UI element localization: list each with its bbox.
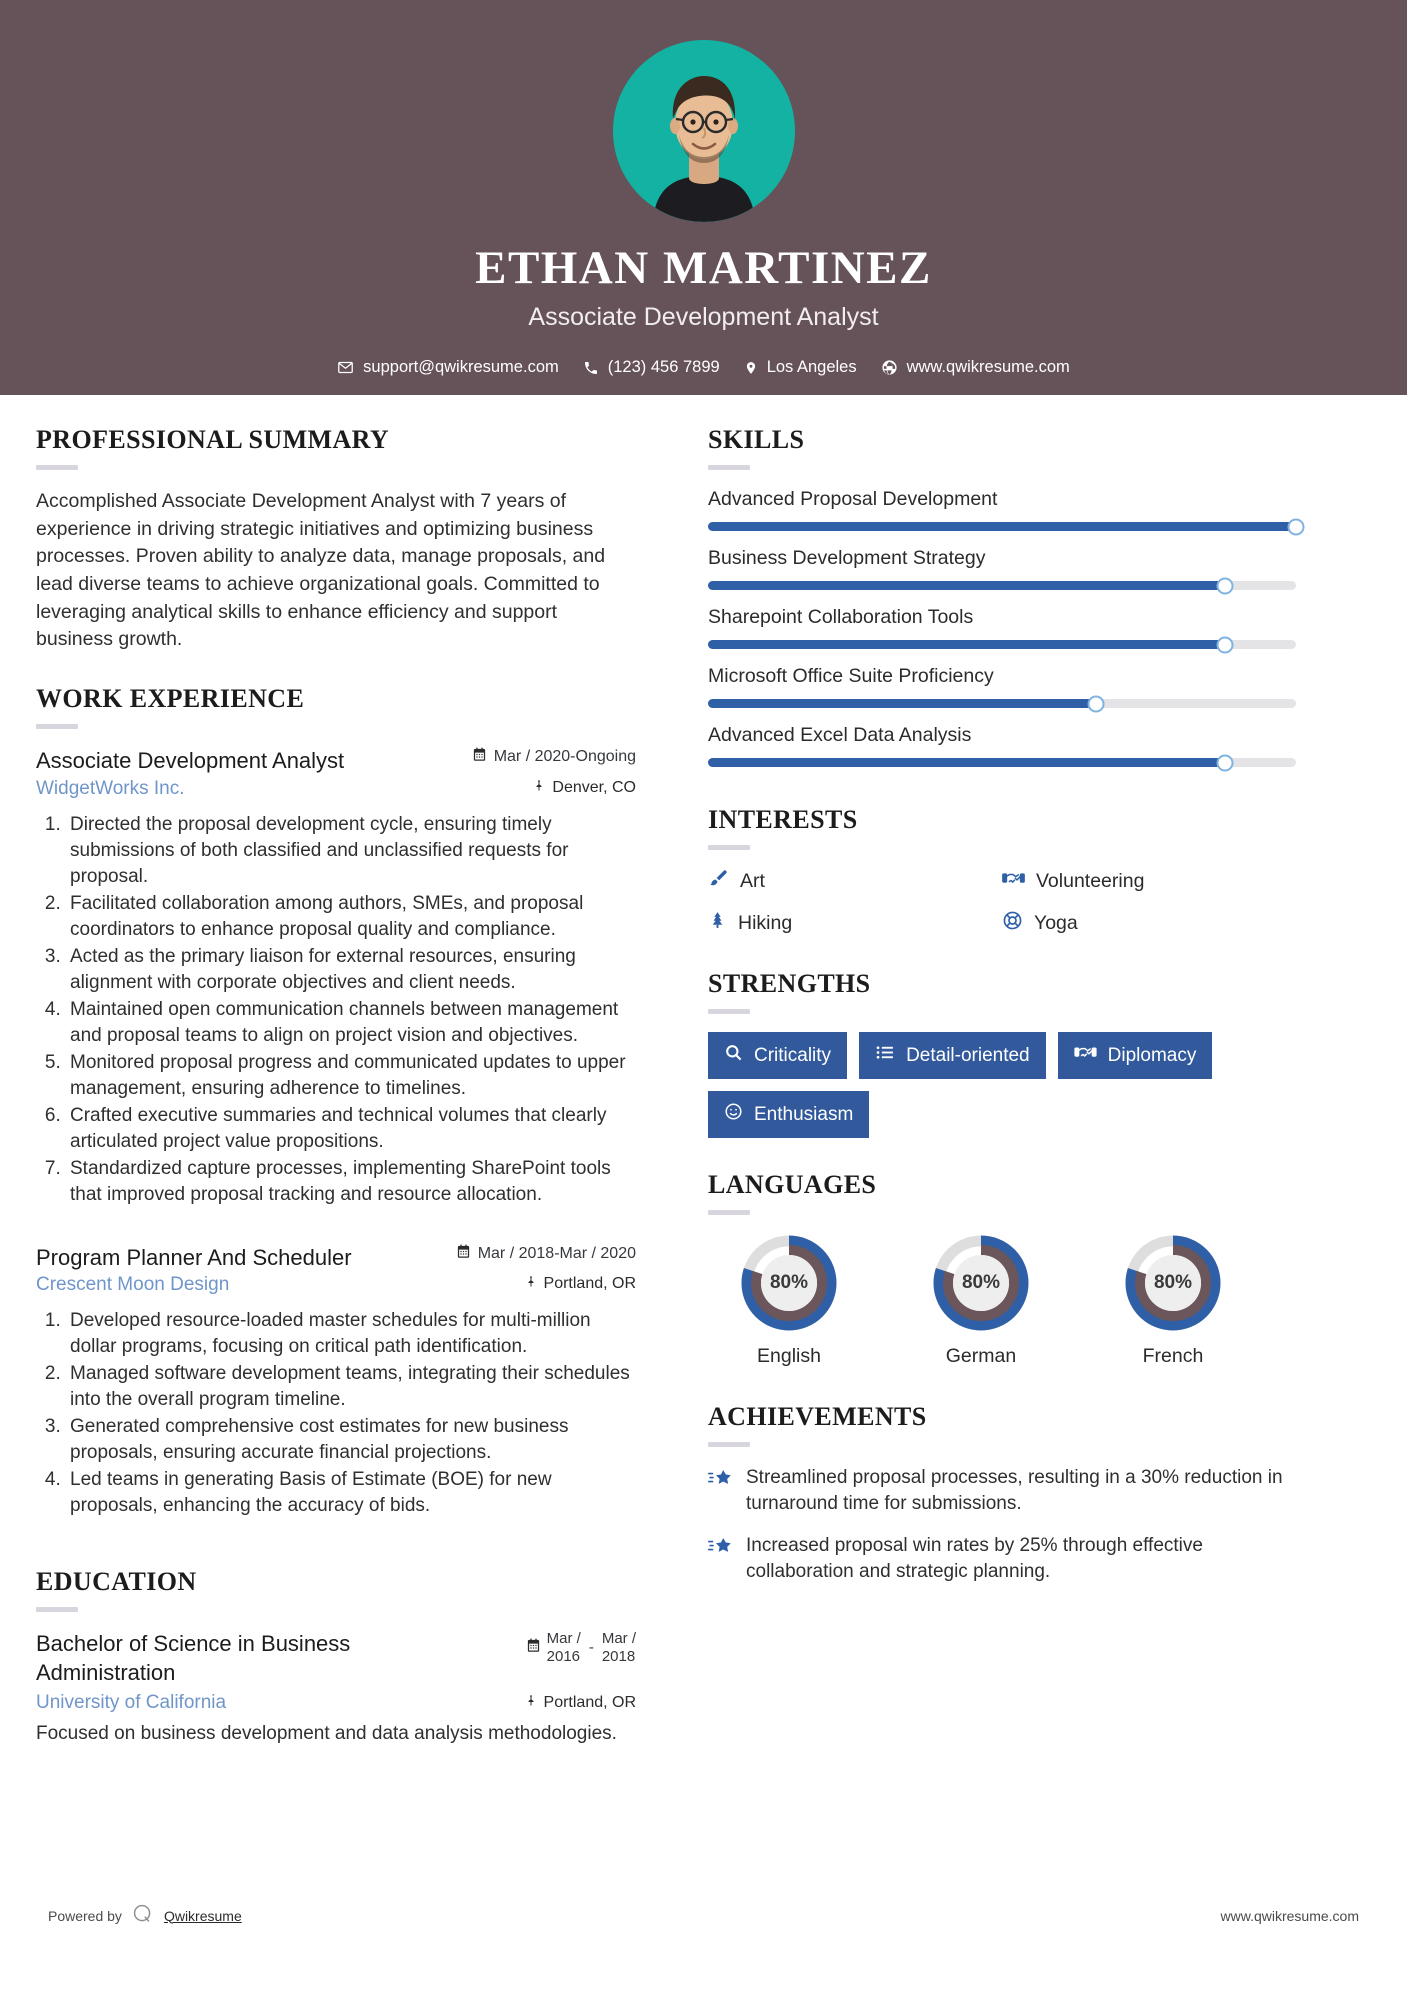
section-heading: STRENGTHS bbox=[708, 969, 871, 998]
language-donut bbox=[931, 1233, 1031, 1333]
education-start-year: 2016 bbox=[546, 1647, 581, 1665]
smiley-icon bbox=[724, 1102, 743, 1127]
job-location bbox=[525, 1274, 636, 1294]
calendar-icon bbox=[456, 1244, 471, 1264]
left-column bbox=[36, 425, 636, 1753]
skill-label: Advanced Excel Data Analysis bbox=[708, 724, 972, 746]
education-note: Focused on business development and data analysis methodologies. bbox=[36, 1722, 617, 1744]
tree-icon bbox=[708, 909, 727, 937]
magnifier-icon bbox=[724, 1043, 743, 1068]
interest-label: Volunteering bbox=[1036, 870, 1145, 892]
education-start-month: Mar / bbox=[546, 1630, 581, 1648]
q-logo-icon bbox=[132, 1903, 154, 1928]
contact-website[interactable] bbox=[874, 358, 1077, 377]
job-bullet: 4. Led teams in generating Basis of Estimate (BOE) for new proposals, enhancing the accuracy of bids. bbox=[66, 1467, 636, 1519]
section-heading: INTERESTS bbox=[708, 805, 858, 834]
education-end-year: 2018 bbox=[601, 1647, 636, 1665]
section-rule bbox=[708, 465, 750, 470]
skill-item bbox=[708, 547, 1296, 590]
contact-phone[interactable] bbox=[576, 358, 727, 377]
star-icon bbox=[708, 1536, 733, 1563]
skill-item bbox=[708, 724, 1296, 767]
lifebuoy-icon bbox=[1002, 910, 1023, 937]
resume-body bbox=[0, 395, 1407, 1753]
avatar-photo bbox=[613, 40, 795, 222]
language-percent: 80% bbox=[1153, 1272, 1193, 1293]
section-rule bbox=[708, 845, 750, 850]
section-languages bbox=[708, 1170, 1296, 1368]
skill-slider[interactable] bbox=[708, 640, 1296, 649]
section-rule bbox=[36, 1607, 78, 1612]
language-item-german bbox=[900, 1233, 1062, 1368]
education-end-month: Mar / bbox=[601, 1630, 636, 1648]
job-bullet: 3. Acted as the primary liaison for external resources, ensuring alignment with corporate objectives and client needs. bbox=[66, 944, 636, 996]
skill-slider-handle[interactable] bbox=[1288, 518, 1305, 535]
resume-header bbox=[0, 0, 1407, 395]
skill-item bbox=[708, 488, 1296, 531]
star-icon bbox=[708, 1468, 733, 1495]
interest-label: Hiking bbox=[738, 911, 793, 934]
handshake-icon bbox=[1074, 1043, 1097, 1068]
section-interests bbox=[708, 805, 1296, 937]
education-end-date bbox=[602, 1630, 636, 1665]
skill-slider[interactable] bbox=[708, 758, 1296, 767]
job-dates bbox=[456, 1244, 636, 1264]
section-heading: ACHIEVEMENTS bbox=[708, 1402, 927, 1431]
skill-slider[interactable] bbox=[708, 522, 1296, 531]
job-dates-text: Mar / 2020-Ongoing bbox=[493, 748, 636, 766]
strength-chip-diplomacy[interactable] bbox=[1058, 1032, 1213, 1079]
education-school[interactable]: University of California bbox=[36, 1691, 227, 1713]
job-location-text: Denver, CO bbox=[552, 778, 636, 796]
skill-item bbox=[708, 665, 1296, 708]
job-dates bbox=[472, 747, 636, 767]
section-heading: EDUCATION bbox=[36, 1567, 197, 1597]
skill-slider[interactable] bbox=[708, 581, 1296, 590]
contact-website-text: www.qwikresume.com bbox=[906, 358, 1070, 377]
interest-item-hiking bbox=[708, 909, 1002, 937]
education-dates bbox=[526, 1630, 636, 1665]
footer-url[interactable]: www.qwikresume.com bbox=[1220, 1907, 1359, 1924]
job-bullet: 2. Managed software development teams, integrating their schedules into the overall program timeline. bbox=[66, 1361, 636, 1413]
section-rule bbox=[36, 465, 78, 470]
calendar-icon bbox=[526, 1638, 541, 1657]
pin-icon bbox=[533, 778, 545, 798]
achievement-text: Increased proposal win rates by 25% through effective collaboration and strategic planning. bbox=[746, 1535, 1203, 1583]
job-bullet: 5. Monitored proposal progress and communicated updates to upper management, ensuring adherence to timelines. bbox=[66, 1050, 636, 1102]
section-rule bbox=[708, 1009, 750, 1014]
section-heading: PROFESSIONAL SUMMARY bbox=[36, 425, 390, 454]
contact-email-text: support@qwikresume.com bbox=[363, 358, 559, 377]
language-label: German bbox=[945, 1345, 1017, 1367]
skill-label: Microsoft Office Suite Proficiency bbox=[708, 665, 994, 687]
skill-item bbox=[708, 606, 1296, 649]
section-education bbox=[36, 1567, 636, 1744]
education-start-date bbox=[547, 1630, 581, 1665]
education-entry bbox=[36, 1630, 636, 1744]
skill-label: Advanced Proposal Development bbox=[708, 488, 998, 510]
language-label: French bbox=[1142, 1345, 1204, 1367]
skill-slider-handle[interactable] bbox=[1217, 577, 1234, 594]
strength-chip-enthusiasm[interactable] bbox=[708, 1091, 869, 1138]
job-bullet: 6. Crafted executive summaries and technical volumes that clearly articulated project value propositions. bbox=[66, 1103, 636, 1155]
language-donut bbox=[739, 1233, 839, 1333]
contact-phone-text: (123) 456 7899 bbox=[607, 358, 720, 377]
contact-email[interactable] bbox=[330, 358, 566, 377]
education-degree: Bachelor of Science in Business Administration bbox=[36, 1631, 351, 1686]
section-achievements bbox=[708, 1402, 1296, 1585]
section-heading: LANGUAGES bbox=[708, 1170, 877, 1199]
job-role: Associate Development Analyst bbox=[36, 748, 345, 774]
strength-label: Diplomacy bbox=[1107, 1044, 1197, 1066]
education-location bbox=[525, 1692, 636, 1714]
avatar bbox=[613, 40, 795, 222]
language-percent: 80% bbox=[769, 1272, 809, 1293]
experience-entry bbox=[36, 1244, 636, 1520]
footer bbox=[0, 1903, 1407, 1928]
contact-location[interactable] bbox=[737, 358, 864, 377]
paintbrush-icon bbox=[708, 868, 729, 895]
section-rule bbox=[708, 1442, 750, 1447]
pin-icon bbox=[525, 1693, 537, 1713]
handshake-icon bbox=[1002, 868, 1025, 895]
strength-label: Detail-oriented bbox=[906, 1044, 1030, 1066]
powered-by-label: Powered by bbox=[48, 1907, 122, 1924]
section-rule bbox=[708, 1210, 750, 1215]
language-donut bbox=[1123, 1233, 1223, 1333]
section-work-experience bbox=[36, 684, 636, 1519]
section-professional-summary bbox=[36, 425, 636, 654]
job-bullet: 3. Generated comprehensive cost estimates for new business proposals, ensuring accurate financial projections. bbox=[66, 1414, 636, 1466]
skill-slider[interactable] bbox=[708, 699, 1296, 708]
phone-icon bbox=[583, 360, 599, 376]
job-bullet: 4. Maintained open communication channels between management and proposal teams to align on project vision and objectives. bbox=[66, 997, 636, 1049]
interest-item-volunteering bbox=[1002, 868, 1296, 895]
achievement-text: Streamlined proposal processes, resulting in a 30% reduction in turnaround time for submissions. bbox=[746, 1467, 1283, 1515]
skill-slider-handle[interactable] bbox=[1217, 754, 1234, 771]
skill-slider-handle[interactable] bbox=[1217, 636, 1234, 653]
strength-chip-detail-oriented[interactable] bbox=[859, 1032, 1046, 1079]
envelope-icon bbox=[337, 359, 354, 376]
job-company[interactable]: WidgetWorks Inc. bbox=[36, 777, 185, 799]
language-label: English bbox=[757, 1345, 821, 1367]
list-icon bbox=[875, 1043, 895, 1068]
job-bullet: 2. Facilitated collaboration among authors, SMEs, and proposal coordinators to enhance proposal quality and compliance. bbox=[66, 891, 636, 943]
section-heading: SKILLS bbox=[708, 425, 805, 454]
interest-label: Yoga bbox=[1034, 911, 1078, 934]
achievement-item bbox=[708, 1465, 1296, 1517]
strength-label: Criticality bbox=[754, 1044, 832, 1066]
interest-label: Art bbox=[740, 870, 765, 892]
strength-label: Enthusiasm bbox=[754, 1103, 854, 1125]
strength-chip-criticality[interactable] bbox=[708, 1032, 847, 1079]
language-percent: 80% bbox=[961, 1272, 1001, 1293]
contact-location-text: Los Angeles bbox=[766, 358, 857, 377]
job-bullet: 1. Directed the proposal development cycle, ensuring timely submissions of both classified and unclassified requests for proposal. bbox=[66, 812, 636, 890]
language-item-french bbox=[1092, 1233, 1254, 1368]
qwikresume-link[interactable]: Qwikresume bbox=[163, 1907, 242, 1924]
experience-entry bbox=[36, 747, 636, 1208]
interest-item-yoga bbox=[1002, 909, 1296, 937]
interest-item-art bbox=[708, 868, 1002, 895]
job-location-text: Portland, OR bbox=[543, 1275, 636, 1293]
job-bullets bbox=[36, 812, 636, 1208]
globe-icon bbox=[881, 359, 898, 376]
education-location-text: Portland, OR bbox=[543, 1693, 636, 1711]
achievement-item bbox=[708, 1533, 1296, 1585]
job-bullets bbox=[36, 1308, 636, 1519]
job-bullet: 1. Developed resource-loaded master schedules for multi-million dollar programs, focusing on critical path identification. bbox=[66, 1308, 636, 1360]
calendar-icon bbox=[472, 747, 487, 767]
header-job-title: Associate Development Analyst bbox=[528, 303, 879, 332]
skill-label: Sharepoint Collaboration Tools bbox=[708, 606, 974, 628]
section-skills bbox=[708, 425, 1296, 767]
summary-text: Accomplished Associate Development Analyst with 7 years of experience in driving strategic initiatives and optimizing business processes. Proven ability to analyze data, manage proposals, and lead diverse teams to achieve organizational goals. Committed to leveraging analytical skills to enhance efficiency and support business growth. bbox=[36, 490, 606, 651]
language-item-english bbox=[708, 1233, 870, 1368]
right-column bbox=[676, 425, 1296, 1753]
section-strengths bbox=[708, 969, 1296, 1138]
page-title: ETHAN MARTINEZ bbox=[475, 242, 932, 294]
section-rule bbox=[36, 724, 78, 729]
skill-label: Business Development Strategy bbox=[708, 547, 986, 569]
map-pin-icon bbox=[744, 359, 758, 377]
job-location bbox=[533, 778, 636, 798]
pin-icon bbox=[525, 1274, 537, 1294]
education-date-separator: - bbox=[588, 1639, 594, 1657]
section-heading: WORK EXPERIENCE bbox=[36, 684, 305, 714]
job-company[interactable]: Crescent Moon Design bbox=[36, 1274, 230, 1296]
contact-row bbox=[330, 358, 1077, 377]
job-dates-text: Mar / 2018-Mar / 2020 bbox=[477, 1244, 636, 1262]
skill-slider-handle[interactable] bbox=[1088, 695, 1105, 712]
job-bullet: 7. Standardized capture processes, implementing SharePoint tools that improved proposal tracking and resource allocation. bbox=[66, 1156, 636, 1208]
powered-by bbox=[48, 1903, 242, 1928]
job-role: Program Planner And Scheduler bbox=[36, 1244, 352, 1270]
